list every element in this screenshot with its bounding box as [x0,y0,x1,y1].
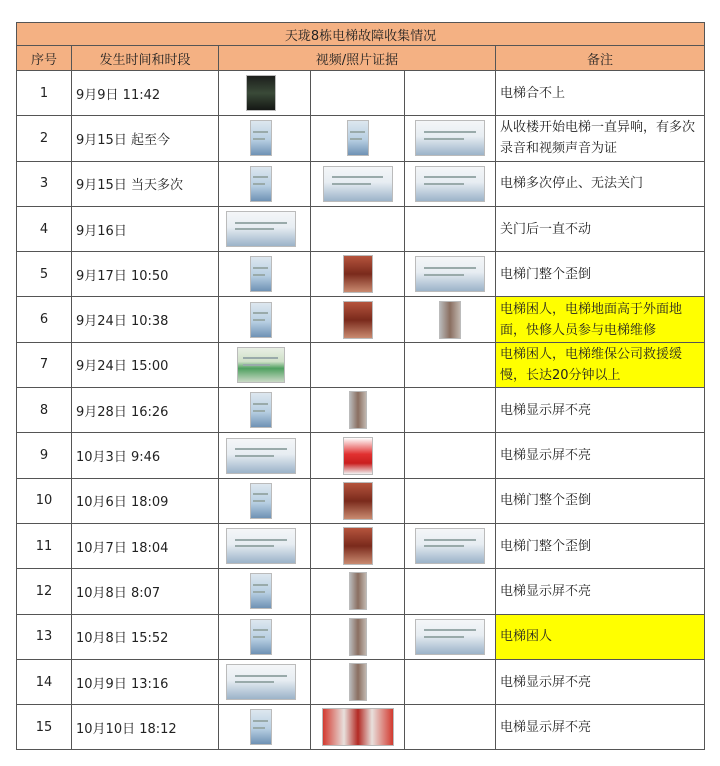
chat-screenshot-thumbnail[interactable] [415,619,485,655]
row-time: 9月24日 10:38 [72,297,219,342]
row-note: 电梯显示屏不亮 [496,705,705,750]
table-row [17,614,705,659]
table-row [17,523,705,568]
evidence-cell [311,71,405,116]
evidence-cell [219,433,311,478]
table-row [17,71,705,116]
evidence-cell [311,252,405,297]
table-row [17,478,705,523]
phone-screenshot-thumbnail[interactable] [250,302,272,338]
row-number: 8 [17,388,72,433]
row-number: 11 [17,523,72,568]
chat-screenshot-thumbnail[interactable] [226,211,296,247]
evidence-cell [219,252,311,297]
row-time: 10月8日 8:07 [72,569,219,614]
row-time: 9月15日 当天多次 [72,161,219,206]
row-time: 9月9日 11:42 [72,71,219,116]
row-number: 12 [17,569,72,614]
elevator-floor-photo[interactable] [439,301,461,339]
evidence-cell [219,569,311,614]
row-time: 10月8日 15:52 [72,614,219,659]
elevator-red-sign-photo[interactable] [343,437,373,475]
evidence-cell [219,659,311,704]
evidence-cell [311,342,405,387]
evidence-cell [311,705,405,750]
row-time: 10月6日 18:09 [72,478,219,523]
row-time: 9月16日 [72,206,219,251]
chat-screenshot-thumbnail[interactable] [226,438,296,474]
evidence-cell [219,705,311,750]
table-row [17,116,705,161]
evidence-cell [311,523,405,568]
evidence-cell [219,614,311,659]
phone-screenshot-thumbnail[interactable] [250,256,272,292]
phone-screenshot-thumbnail[interactable] [250,619,272,655]
evidence-cell [311,161,405,206]
elevator-panel-photo[interactable] [349,618,367,656]
evidence-cell [219,297,311,342]
evidence-cell [405,116,496,161]
evidence-cell [219,388,311,433]
phone-screenshot-thumbnail[interactable] [250,392,272,428]
row-time: 10月10日 18:12 [72,705,219,750]
evidence-cell [405,659,496,704]
evidence-cell [219,478,311,523]
row-number: 2 [17,116,72,161]
evidence-cell [311,614,405,659]
row-note: 电梯门整个歪倒 [496,478,705,523]
elevator-door-photo[interactable] [343,255,373,293]
evidence-cell [405,206,496,251]
evidence-cell [219,71,311,116]
evidence-cell [219,116,311,161]
evidence-cell [311,569,405,614]
evidence-cell [405,342,496,387]
row-time: 10月7日 18:04 [72,523,219,568]
elevator-panel-photo[interactable] [349,663,367,701]
row-note: 电梯门整个歪倒 [496,523,705,568]
row-note: 电梯困人，电梯地面高于外面地面，快修人员参与电梯维修 [496,297,705,342]
chat-screenshot-thumbnail[interactable] [415,120,485,156]
row-note: 电梯合不上 [496,71,705,116]
phone-screenshot-thumbnail[interactable] [250,709,272,745]
row-note: 电梯显示屏不亮 [496,659,705,704]
dark-video-thumbnail[interactable] [246,75,276,111]
row-number: 13 [17,614,72,659]
row-note: 电梯多次停止、无法关门 [496,161,705,206]
elevator-door-photo[interactable] [343,527,373,565]
row-time: 9月24日 15:00 [72,342,219,387]
chat-screenshot-thumbnail[interactable] [415,166,485,202]
elevator-red-wide-photo[interactable] [322,708,394,746]
table-row [17,705,705,750]
table-row [17,206,705,251]
evidence-cell [405,523,496,568]
table-row [17,388,705,433]
table-title: 天珑8栋电梯故障收集情况 [17,23,705,46]
phone-screenshot-thumbnail[interactable] [250,120,272,156]
row-time: 9月28日 16:26 [72,388,219,433]
row-note: 电梯显示屏不亮 [496,388,705,433]
row-number: 7 [17,342,72,387]
evidence-cell [405,388,496,433]
header-evidence: 视频/照片证据 [219,46,496,71]
evidence-cell [311,116,405,161]
table-row [17,659,705,704]
evidence-cell [311,659,405,704]
row-note: 电梯门整个歪倒 [496,252,705,297]
evidence-cell [405,478,496,523]
elevator-panel-photo[interactable] [349,391,367,429]
row-number: 1 [17,71,72,116]
green-chat-screenshot-thumbnail[interactable] [237,347,285,383]
row-note: 从收楼开始电梯一直异响，有多次录音和视频声音为证 [496,116,705,161]
row-note: 电梯困人 [496,614,705,659]
elevator-door-photo[interactable] [343,301,373,339]
row-number: 14 [17,659,72,704]
chat-screenshot-thumbnail[interactable] [226,664,296,700]
row-note: 电梯显示屏不亮 [496,569,705,614]
table-body [17,71,705,750]
phone-screenshot-thumbnail[interactable] [250,573,272,609]
row-time: 10月3日 9:46 [72,433,219,478]
evidence-cell [311,478,405,523]
row-number: 10 [17,478,72,523]
chat-screenshot-thumbnail[interactable] [226,528,296,564]
evidence-cell [219,161,311,206]
evidence-cell [311,297,405,342]
row-number: 3 [17,161,72,206]
fault-table [16,22,705,750]
evidence-cell [405,569,496,614]
evidence-cell [219,342,311,387]
header-note: 备注 [496,46,705,71]
evidence-cell [405,433,496,478]
phone-screenshot-thumbnail[interactable] [347,120,369,156]
row-note: 电梯困人，电梯维保公司救援缓慢，长达20分钟以上 [496,342,705,387]
evidence-cell [219,206,311,251]
evidence-cell [405,71,496,116]
table-row [17,297,705,342]
table-row [17,433,705,478]
evidence-cell [311,433,405,478]
row-time: 9月15日 起至今 [72,116,219,161]
row-number: 9 [17,433,72,478]
evidence-cell [311,206,405,251]
evidence-cell [405,614,496,659]
phone-screenshot-thumbnail[interactable] [250,166,272,202]
elevator-door-photo[interactable] [343,482,373,520]
elevator-panel-photo[interactable] [349,572,367,610]
row-note: 关门后一直不动 [496,206,705,251]
chat-screenshot-thumbnail[interactable] [415,256,485,292]
header-time: 发生时间和时段 [72,46,219,71]
row-time: 9月17日 10:50 [72,252,219,297]
evidence-cell [405,161,496,206]
row-number: 4 [17,206,72,251]
row-time: 10月9日 13:16 [72,659,219,704]
row-number: 5 [17,252,72,297]
header-no: 序号 [17,46,72,71]
evidence-cell [219,523,311,568]
evidence-cell [405,252,496,297]
table-row [17,161,705,206]
table-row [17,569,705,614]
table-row [17,252,705,297]
row-note: 电梯显示屏不亮 [496,433,705,478]
row-number: 6 [17,297,72,342]
chat-screenshot-thumbnail[interactable] [323,166,393,202]
phone-screenshot-thumbnail[interactable] [250,483,272,519]
evidence-cell [405,705,496,750]
evidence-cell [405,297,496,342]
chat-screenshot-thumbnail[interactable] [415,528,485,564]
table-row [17,342,705,387]
evidence-cell [311,388,405,433]
row-number: 15 [17,705,72,750]
